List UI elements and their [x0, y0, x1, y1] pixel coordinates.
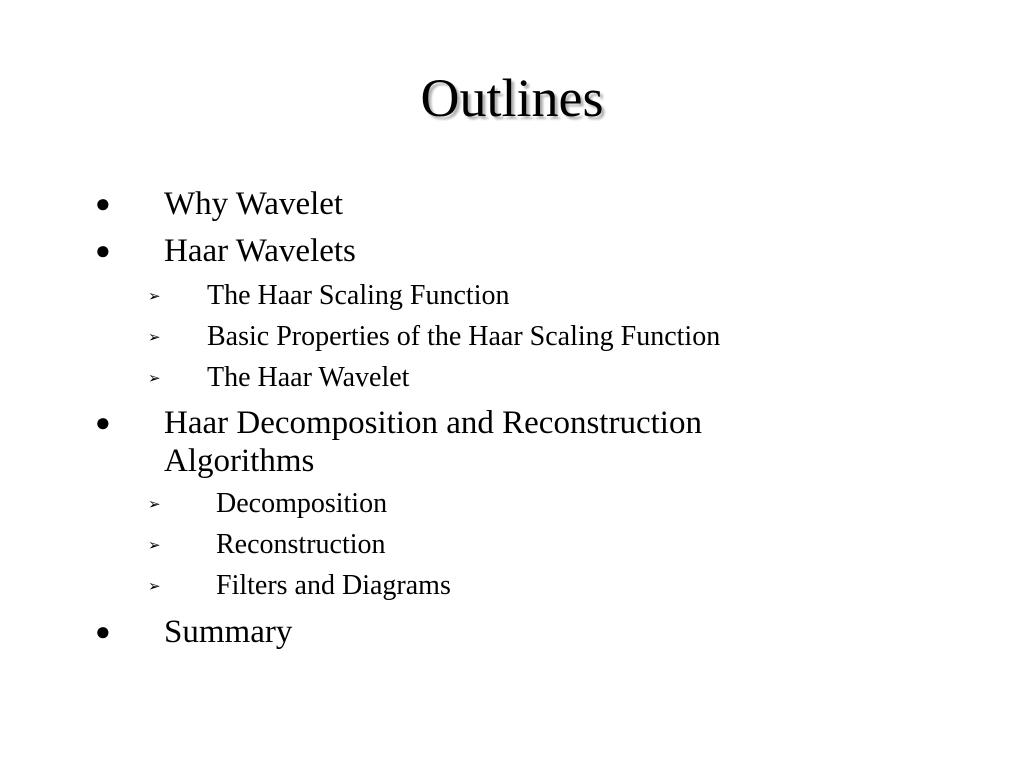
outline-item-label: Haar Decomposition and Reconstruction [164, 405, 702, 441]
arrow-bullet-icon: ➢ [148, 536, 161, 554]
outline-subitem-label: Filters and Diagrams [216, 570, 451, 601]
arrow-bullet-icon: ➢ [148, 287, 161, 305]
arrow-bullet-icon: ➢ [148, 577, 161, 595]
outline-subitem-label: Reconstruction [216, 529, 386, 560]
outline-item-label: Summary [164, 614, 293, 650]
arrow-bullet-icon: ➢ [148, 495, 161, 513]
outline-item-label-line2: Algorithms [164, 443, 315, 479]
slide-title: Outlines [420, 68, 604, 128]
arrow-bullet-icon: ➢ [148, 328, 161, 346]
outline-item-label: Why Wavelet [164, 186, 344, 222]
outline-item-label: Haar Wavelets [164, 233, 356, 269]
outline-subitem-label: Basic Properties of the Haar Scaling Function [207, 321, 721, 352]
arrow-bullet-icon: ➢ [148, 369, 161, 387]
bullet-icon: ● [95, 617, 111, 646]
bullet-icon: ● [95, 189, 111, 218]
outline-subitem-label: The Haar Scaling Function [207, 280, 510, 311]
bullet-icon: ● [95, 236, 111, 265]
bullet-icon: ● [95, 408, 111, 437]
outline-subitem-label: The Haar Wavelet [207, 362, 410, 393]
outline-subitem-label: Decomposition [216, 488, 388, 519]
